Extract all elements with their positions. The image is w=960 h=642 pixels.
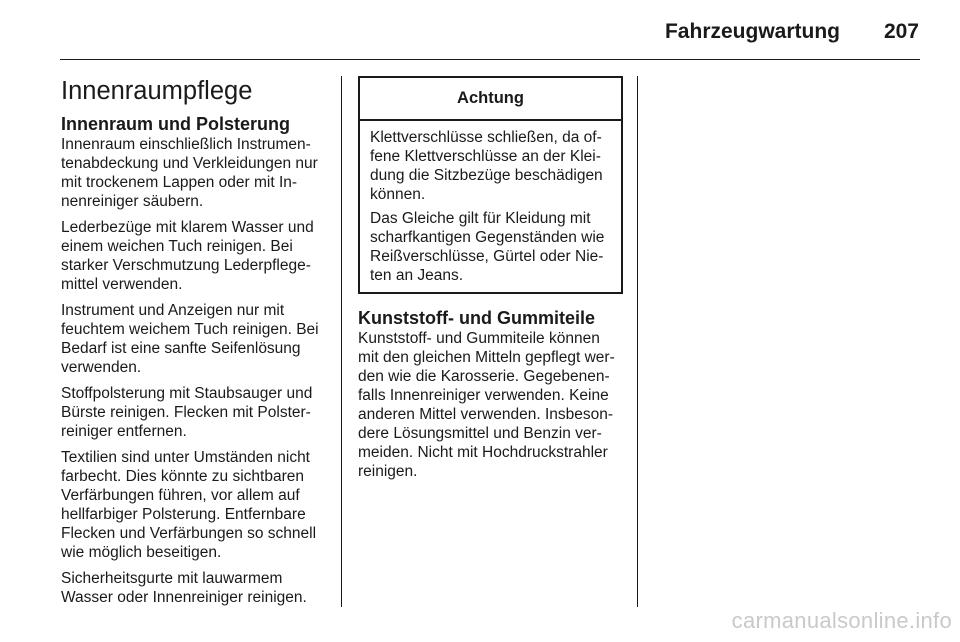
subsection-title-plastic-rubber: Kunststoff- und Gummiteile xyxy=(358,308,595,328)
right-column xyxy=(358,76,623,488)
caution-heading: Achtung xyxy=(360,78,621,121)
caution-body xyxy=(360,121,621,292)
page-number: 207 xyxy=(883,20,919,43)
column-divider-right xyxy=(637,76,638,607)
subsection-title-interior: Innenraum und Polsterung xyxy=(61,114,291,134)
caution-notice-box xyxy=(358,76,623,294)
paragraph: Sicherheitsgurte mit lauwarmem Wasser oder Innenreiniger reinigen. xyxy=(61,570,307,606)
column-divider-left xyxy=(341,76,342,607)
paragraph: Lederbezüge mit klarem Wasser und einem weichen Tuch reinigen. Bei starker Verschmutzung Lederpflege- mittel verwenden. xyxy=(61,219,314,293)
left-column xyxy=(61,76,328,614)
header-rule xyxy=(60,59,920,60)
caution-paragraph: Klettverschlüsse schließen, da of- fene Klettverschlüsse an der Klei- dung die Sitzbezüge beschädigen können. xyxy=(370,129,603,203)
paragraph: Kunststoff- und Gummiteile können mit den gleichen Mitteln gepflegt wer- den wie die Karosserie. Gegebenen- falls Innenreiniger verwenden. Keine anderen Mittel verwenden. Insbeson- dere Lösungsmittel und Benzin ver- meiden. Nicht mit Hochdruckstrahler reinigen. xyxy=(358,330,615,480)
watermark: carmanualsonline.info xyxy=(731,608,952,633)
caution-paragraph: Das Gleiche gilt für Kleidung mit scharfkantigen Gegenständen wie Reißverschlüsse, Gürtel oder Nie- ten an Jeans. xyxy=(370,210,605,284)
paragraph: Instrument und Anzeigen nur mit feuchtem weichem Tuch reinigen. Bei Bedarf ist eine sanfte Seifenlösung verwenden. xyxy=(61,302,319,376)
page-header xyxy=(60,18,920,50)
paragraph: Stoffpolsterung mit Staubsauger und Bürste reinigen. Flecken mit Polster- reiniger entfernen. xyxy=(61,385,313,440)
section-title: Innenraumpflege xyxy=(61,77,253,105)
paragraph: Innenraum einschließlich Instrumen- tenabdeckung und Verkleidungen nur mit trockenem Lappen oder mit In- nenreiniger säubern. xyxy=(61,136,318,210)
header-title: Fahrzeugwartung xyxy=(664,20,840,43)
paragraph: Textilien sind unter Umständen nicht farbecht. Dies könnte zu sichtbaren Verfärbungen führen, vor allem auf hellfarbiger Polsterung. Entfernbare Flecken und Verfärbungen so schnell wie möglich beseitigen. xyxy=(61,449,317,561)
